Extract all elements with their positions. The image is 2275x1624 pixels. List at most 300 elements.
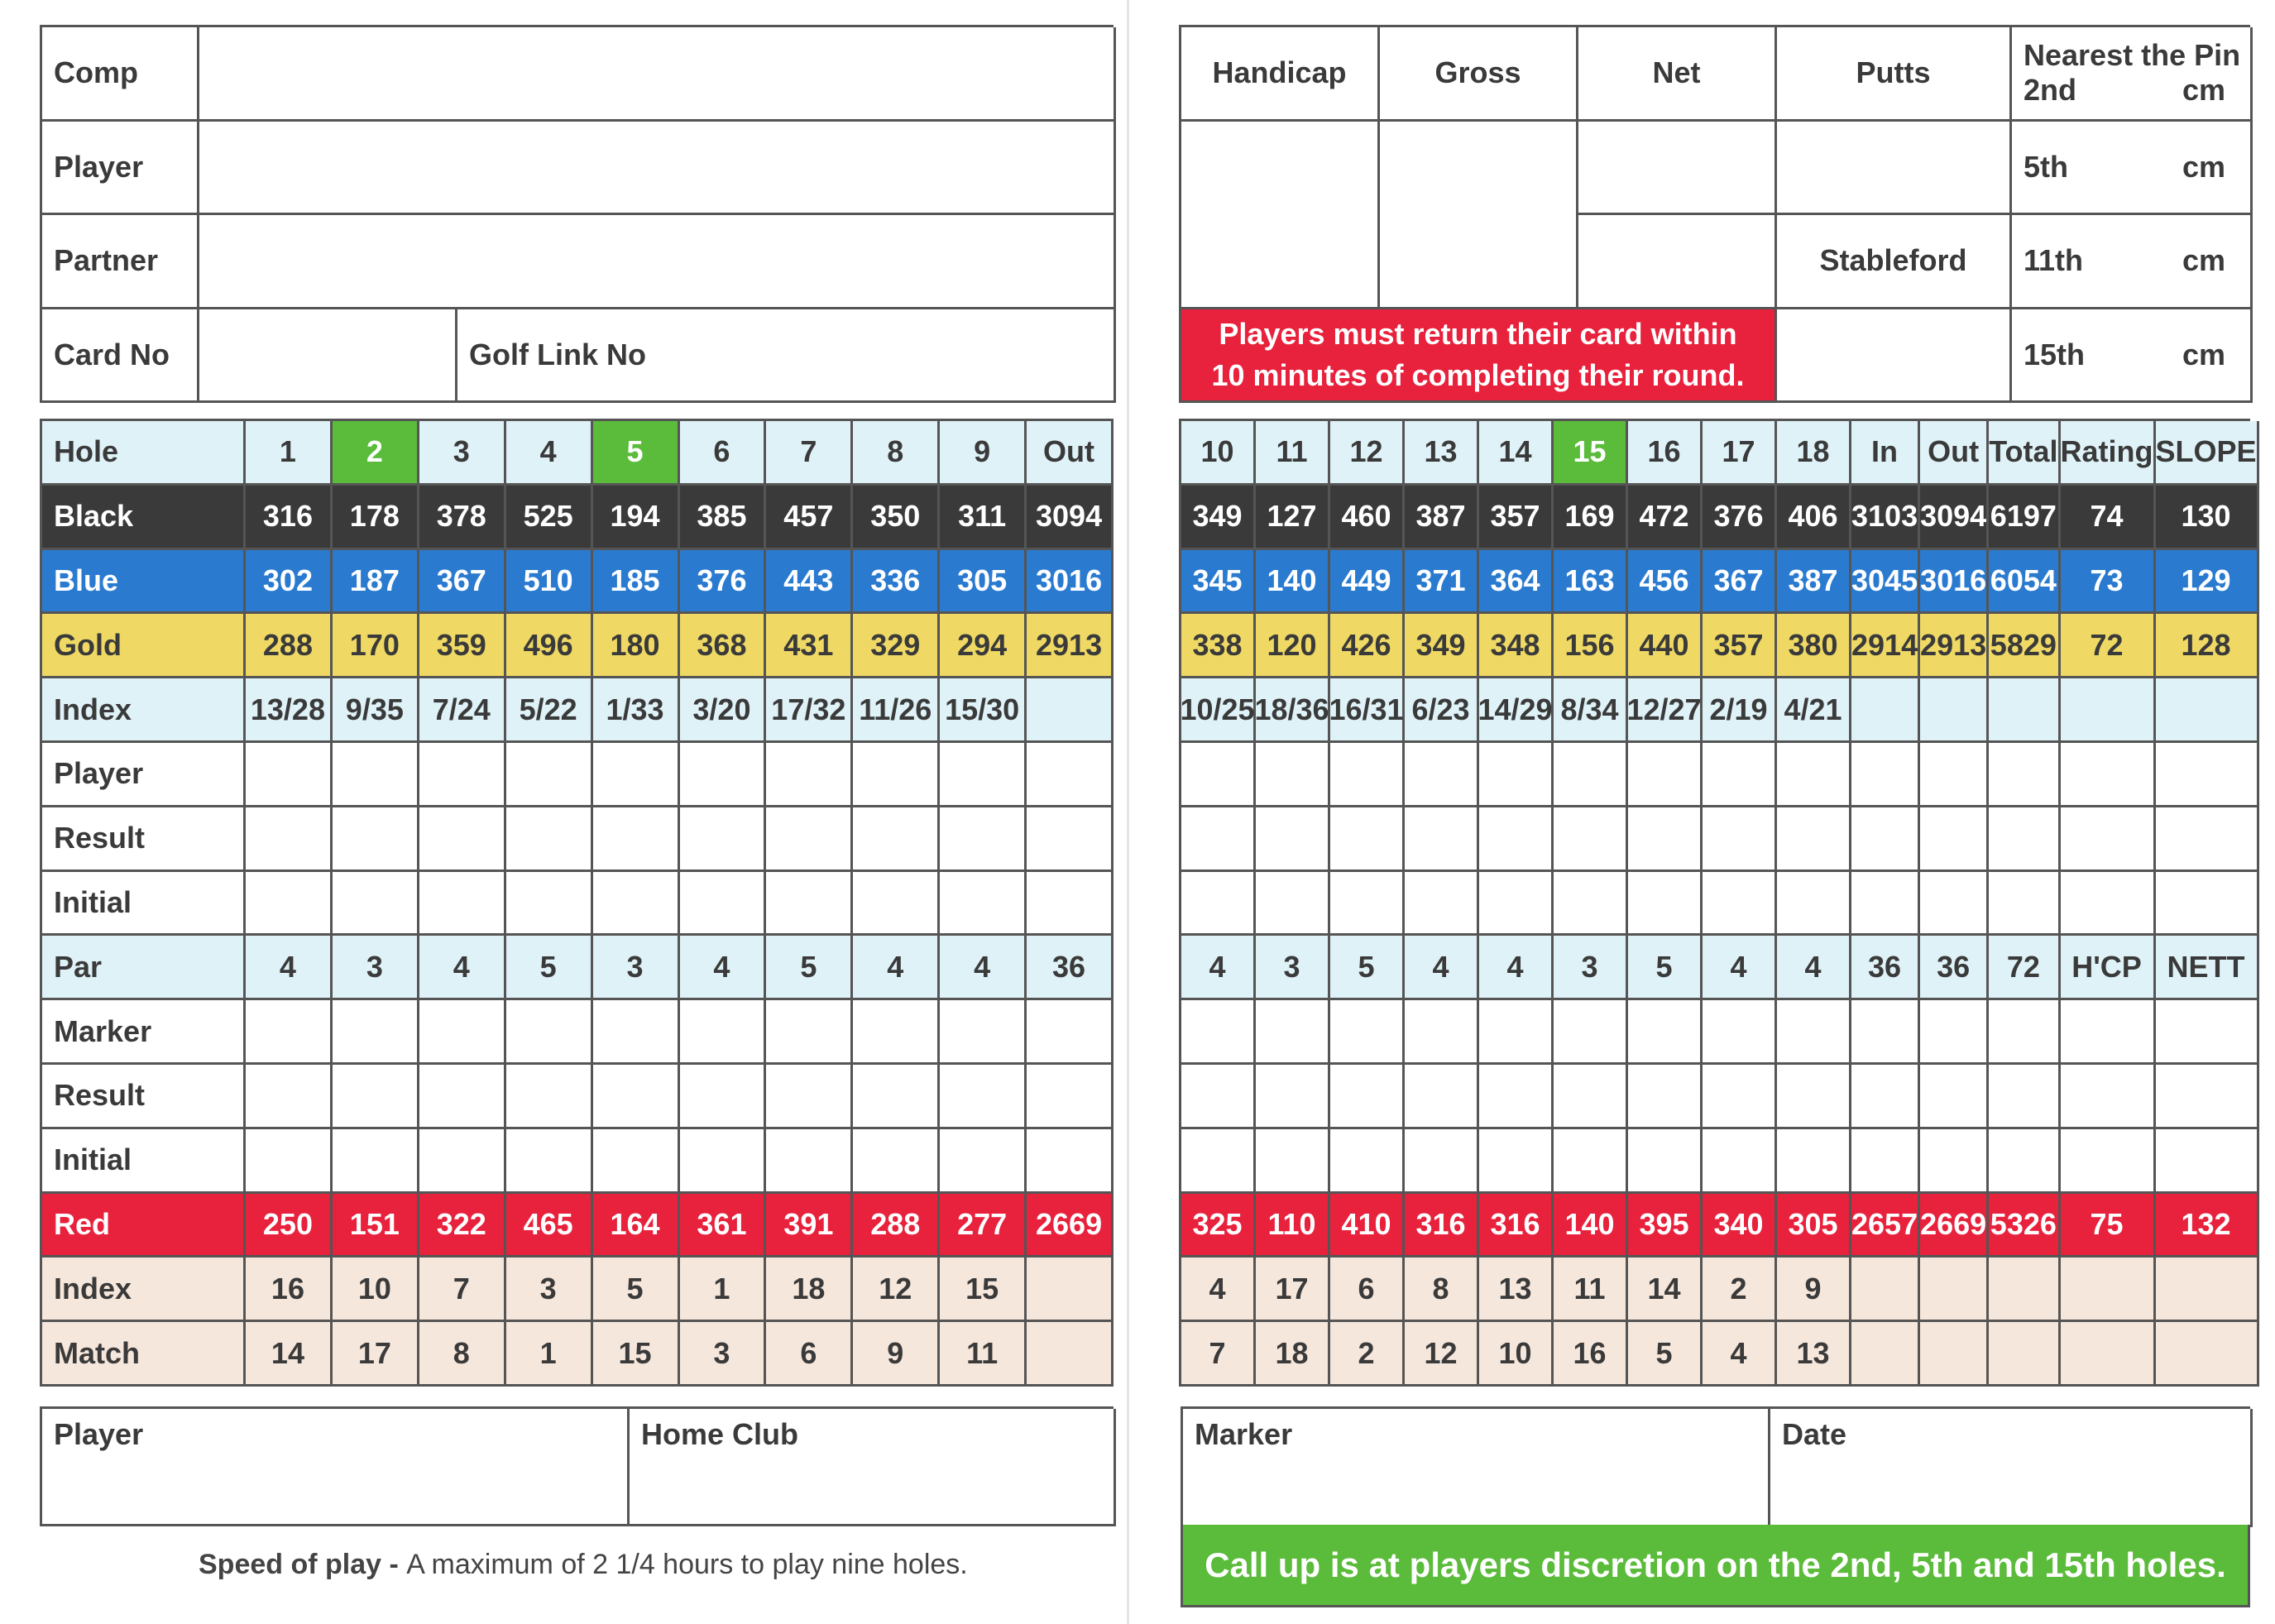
back-cell: 340 xyxy=(1703,1194,1777,1258)
back-cell[interactable] xyxy=(1851,872,1920,937)
back-cell: 325 xyxy=(1181,1194,1256,1258)
back-cell: 4/21 xyxy=(1777,678,1851,743)
back-cell: 169 xyxy=(1554,486,1628,550)
back-cell: 10 xyxy=(1479,1322,1554,1387)
back-cell: 3016 xyxy=(1920,550,1989,615)
front-cell[interactable] xyxy=(419,743,506,807)
back-cell[interactable] xyxy=(1989,1065,2060,1129)
handicap-field[interactable] xyxy=(1578,122,1777,216)
front-cell: 5 xyxy=(593,421,680,486)
front-cell: 2669 xyxy=(1027,1194,1114,1258)
front-cell[interactable] xyxy=(333,1065,419,1129)
front-cell: 3016 xyxy=(1027,550,1114,615)
row-label-hole: Hole xyxy=(42,421,246,486)
back-cell[interactable] xyxy=(2061,678,2156,743)
front-cell: 457 xyxy=(766,486,853,550)
front-cell: 18 xyxy=(766,1258,853,1322)
back-cell[interactable] xyxy=(1256,743,1330,807)
front-cell[interactable] xyxy=(506,1065,593,1129)
putts-field[interactable] xyxy=(1777,122,2012,216)
front-cell[interactable] xyxy=(419,1129,506,1194)
net-field[interactable] xyxy=(1380,122,1578,309)
back-cell[interactable] xyxy=(2156,1322,2259,1387)
back-cell: 4 xyxy=(1479,936,1554,1000)
front-cell[interactable] xyxy=(1027,1258,1114,1322)
back-cell[interactable] xyxy=(1851,807,1920,872)
back-cell[interactable] xyxy=(1989,743,2060,807)
back-cell: 357 xyxy=(1479,486,1554,550)
front-cell[interactable] xyxy=(680,1000,767,1065)
front-cell[interactable] xyxy=(940,872,1027,937)
front-cell[interactable] xyxy=(1027,1000,1114,1065)
back-cell[interactable] xyxy=(2156,743,2259,807)
back-cell[interactable] xyxy=(1405,872,1479,937)
front-cell: 6 xyxy=(680,421,767,486)
back-cell: 3 xyxy=(1256,936,1330,1000)
back-cell[interactable] xyxy=(1777,1000,1851,1065)
front-cell[interactable] xyxy=(853,1065,940,1129)
front-cell: 316 xyxy=(246,486,333,550)
back-cell[interactable] xyxy=(1256,807,1330,872)
front-cell: 5/22 xyxy=(506,678,593,743)
back-cell[interactable] xyxy=(1989,807,2060,872)
front-cell[interactable] xyxy=(766,1000,853,1065)
back-cell: 12/27 xyxy=(1628,678,1703,743)
back-cell[interactable] xyxy=(1920,1065,1989,1129)
front-cell[interactable] xyxy=(940,743,1027,807)
back-cell: 16 xyxy=(1628,421,1703,486)
back-cell: 4 xyxy=(1703,936,1777,1000)
back-cell[interactable] xyxy=(1479,1000,1554,1065)
front-cell[interactable] xyxy=(246,1065,333,1129)
back-cell: 72 xyxy=(1989,936,2060,1000)
back-cell[interactable] xyxy=(1405,1065,1479,1129)
back-cell[interactable] xyxy=(1256,1000,1330,1065)
back-cell[interactable] xyxy=(1330,1065,1405,1129)
back-cell[interactable] xyxy=(1920,743,1989,807)
back-cell: 140 xyxy=(1256,550,1330,615)
net-header: Net xyxy=(1578,27,1777,122)
front-cell: 378 xyxy=(419,486,506,550)
front-cell[interactable] xyxy=(246,1000,333,1065)
back-cell[interactable] xyxy=(1554,1065,1628,1129)
front-cell: 7 xyxy=(766,421,853,486)
back-cell: 349 xyxy=(1405,614,1479,678)
back-cell: 129 xyxy=(2156,550,2259,615)
back-cell[interactable] xyxy=(1628,1129,1703,1194)
front-cell[interactable] xyxy=(853,1000,940,1065)
front-cell[interactable] xyxy=(940,1065,1027,1129)
front-cell[interactable] xyxy=(1027,743,1114,807)
back-cell[interactable] xyxy=(1703,807,1777,872)
front-cell[interactable] xyxy=(593,743,680,807)
back-cell[interactable] xyxy=(1628,1000,1703,1065)
row-label-index: Index xyxy=(42,678,246,743)
front-cell[interactable] xyxy=(333,807,419,872)
marker-signature-box xyxy=(1181,1406,2250,1527)
back-cell[interactable] xyxy=(1777,872,1851,937)
front-cell: 187 xyxy=(333,550,419,615)
row-label-blue: Blue xyxy=(42,550,246,615)
back-cell[interactable] xyxy=(1703,1000,1777,1065)
back-cell: 371 xyxy=(1405,550,1479,615)
speed-of-play-text: A maximum of 2 1/4 hours to play nine holes. xyxy=(406,1549,968,1580)
front-cell: 465 xyxy=(506,1194,593,1258)
front-cell[interactable] xyxy=(940,1000,1027,1065)
front-cell: 170 xyxy=(333,614,419,678)
front-cell[interactable] xyxy=(593,872,680,937)
front-cell[interactable] xyxy=(419,872,506,937)
back-cell[interactable] xyxy=(1851,1258,1920,1322)
back-cell[interactable] xyxy=(1777,1129,1851,1194)
back-cell[interactable] xyxy=(1405,1000,1479,1065)
back-cell[interactable] xyxy=(1920,807,1989,872)
front-cell[interactable] xyxy=(766,872,853,937)
front-cell: 10 xyxy=(333,1258,419,1322)
front-cell[interactable] xyxy=(593,1065,680,1129)
back-cell[interactable] xyxy=(1256,872,1330,937)
front-cell: 4 xyxy=(246,936,333,1000)
back-cell[interactable] xyxy=(1989,1129,2060,1194)
row-label-red: Red xyxy=(42,1194,246,1258)
back-cell[interactable] xyxy=(1479,1065,1554,1129)
back-cell[interactable] xyxy=(1851,1129,1920,1194)
back-cell[interactable] xyxy=(2061,1322,2156,1387)
front-cell: 8 xyxy=(419,1322,506,1387)
back-cell[interactable] xyxy=(1330,807,1405,872)
player-field[interactable] xyxy=(199,122,1116,216)
front-cell: 4 xyxy=(940,936,1027,1000)
back-cell[interactable] xyxy=(1181,1129,1256,1194)
back-cell: 348 xyxy=(1479,614,1554,678)
back-cell[interactable] xyxy=(1920,1258,1989,1322)
back-cell: 440 xyxy=(1628,614,1703,678)
front-cell: 4 xyxy=(506,421,593,486)
back-cell[interactable] xyxy=(1989,1258,2060,1322)
back-cell[interactable] xyxy=(1479,1129,1554,1194)
back-cell: 349 xyxy=(1181,486,1256,550)
front-cell[interactable] xyxy=(853,807,940,872)
putts-header: Putts xyxy=(1777,27,2012,122)
back-cell[interactable] xyxy=(1330,1129,1405,1194)
back-cell[interactable] xyxy=(2061,807,2156,872)
card-no-field[interactable] xyxy=(199,309,457,404)
back-cell[interactable] xyxy=(2156,1258,2259,1322)
front-cell: 391 xyxy=(766,1194,853,1258)
back-cell[interactable] xyxy=(1181,807,1256,872)
back-cell: 127 xyxy=(1256,486,1330,550)
back-cell: 2913 xyxy=(1920,614,1989,678)
front-cell: 1/33 xyxy=(593,678,680,743)
back-cell[interactable] xyxy=(1330,872,1405,937)
front-cell: 9 xyxy=(940,421,1027,486)
back-cell: Total xyxy=(1989,421,2060,486)
front-cell: 151 xyxy=(333,1194,419,1258)
back-cell: 6/23 xyxy=(1405,678,1479,743)
back-cell: 7 xyxy=(1181,1322,1256,1387)
front-cell[interactable] xyxy=(506,872,593,937)
back-cell[interactable] xyxy=(2156,1065,2259,1129)
back-cell: 410 xyxy=(1330,1194,1405,1258)
back-cell[interactable] xyxy=(1479,807,1554,872)
front-cell[interactable] xyxy=(593,807,680,872)
back-cell: 2914 xyxy=(1851,614,1920,678)
back-cell: 5326 xyxy=(1989,1194,2060,1258)
front-cell: 294 xyxy=(940,614,1027,678)
back-cell[interactable] xyxy=(1920,1000,1989,1065)
front-cell: 3 xyxy=(419,421,506,486)
front-cell[interactable] xyxy=(680,1129,767,1194)
back-cell[interactable] xyxy=(1777,743,1851,807)
date-label: Date xyxy=(1782,1417,1847,1451)
front-cell: 12 xyxy=(853,1258,940,1322)
front-cell[interactable] xyxy=(940,1129,1027,1194)
front-cell[interactable] xyxy=(246,743,333,807)
front-cell[interactable] xyxy=(766,1065,853,1129)
front-cell: 361 xyxy=(680,1194,767,1258)
front-cell[interactable] xyxy=(1027,1322,1114,1387)
call-up-banner: Call up is at players discretion on the 2nd, 5th and 15th holes. xyxy=(1181,1525,2250,1607)
back-cell[interactable] xyxy=(1989,678,2060,743)
back-cell[interactable] xyxy=(1479,743,1554,807)
front-cell[interactable] xyxy=(506,807,593,872)
player-signature-label: Player xyxy=(54,1417,144,1451)
front-cell: 9/35 xyxy=(333,678,419,743)
front-cell: 16 xyxy=(246,1258,333,1322)
front-cell: 194 xyxy=(593,486,680,550)
back-cell: 338 xyxy=(1181,614,1256,678)
handicap-field-2[interactable] xyxy=(1578,215,1777,309)
front-cell: 14 xyxy=(246,1322,333,1387)
back-cell[interactable] xyxy=(1554,1000,1628,1065)
page-fold xyxy=(1127,0,1129,1624)
back-cell: 460 xyxy=(1330,486,1405,550)
back-cell[interactable] xyxy=(1920,872,1989,937)
front-cell[interactable] xyxy=(680,743,767,807)
back-cell[interactable] xyxy=(1851,1322,1920,1387)
front-cell: 17 xyxy=(333,1322,419,1387)
row-label-index: Index xyxy=(42,1258,246,1322)
back-cell[interactable] xyxy=(1628,872,1703,937)
front-cell[interactable] xyxy=(246,872,333,937)
front-cell: 164 xyxy=(593,1194,680,1258)
nearest-pin-11th[interactable] xyxy=(2012,215,2253,309)
back-cell[interactable] xyxy=(2156,1000,2259,1065)
front-cell[interactable] xyxy=(419,1065,506,1129)
back-cell[interactable] xyxy=(1330,743,1405,807)
stableford-label: Stableford xyxy=(1777,215,2012,309)
front-cell: 311 xyxy=(940,486,1027,550)
back-cell[interactable] xyxy=(1628,1065,1703,1129)
front-cell[interactable] xyxy=(593,1129,680,1194)
back-cell[interactable] xyxy=(1554,872,1628,937)
stableford-field[interactable] xyxy=(1777,309,2012,404)
back-cell: 36 xyxy=(1851,936,1920,1000)
front-cell[interactable] xyxy=(766,807,853,872)
back-cell: 426 xyxy=(1330,614,1405,678)
golf-link-no-field[interactable]: Golf Link No xyxy=(457,309,1116,404)
row-label-result: Result xyxy=(42,1065,246,1129)
front-cell[interactable] xyxy=(766,1129,853,1194)
front-cell[interactable] xyxy=(940,807,1027,872)
back-cell: 140 xyxy=(1554,1194,1628,1258)
front-cell: 525 xyxy=(506,486,593,550)
back-cell[interactable] xyxy=(1479,872,1554,937)
back-cell: 449 xyxy=(1330,550,1405,615)
date-field[interactable] xyxy=(1770,1409,2253,1527)
back-cell[interactable] xyxy=(1554,807,1628,872)
front-cell: 431 xyxy=(766,614,853,678)
back-cell[interactable] xyxy=(1920,1129,1989,1194)
player-signature-box xyxy=(40,1406,1114,1526)
back-cell[interactable] xyxy=(1851,1065,1920,1129)
back-cell[interactable] xyxy=(1703,1129,1777,1194)
front-cell[interactable] xyxy=(419,807,506,872)
back-cell[interactable] xyxy=(1851,743,1920,807)
back-cell[interactable] xyxy=(2156,807,2259,872)
front-cell[interactable] xyxy=(680,807,767,872)
back-cell[interactable] xyxy=(1256,1129,1330,1194)
front-cell[interactable] xyxy=(333,872,419,937)
back-cell[interactable] xyxy=(2156,872,2259,937)
back-cell[interactable] xyxy=(2156,1129,2259,1194)
back-cell[interactable] xyxy=(1851,678,1920,743)
front-cell[interactable] xyxy=(853,872,940,937)
front-cell[interactable] xyxy=(1027,872,1114,937)
back-cell: 6054 xyxy=(1989,550,2060,615)
back-cell[interactable] xyxy=(2061,1258,2156,1322)
comp-field[interactable] xyxy=(199,27,1116,122)
back-cell[interactable] xyxy=(1181,1000,1256,1065)
back-cell[interactable] xyxy=(1777,1065,1851,1129)
front-cell: 36 xyxy=(1027,936,1114,1000)
back-cell[interactable] xyxy=(1554,743,1628,807)
back-cell[interactable] xyxy=(1920,1322,1989,1387)
back-cell[interactable] xyxy=(2061,743,2156,807)
player-info-grid xyxy=(40,25,1114,403)
front-cell[interactable] xyxy=(333,1129,419,1194)
back-cell: 163 xyxy=(1554,550,1628,615)
nearest-pin-5th[interactable] xyxy=(2012,122,2253,216)
marker-signature-field[interactable] xyxy=(1183,1409,1770,1527)
front-cell[interactable] xyxy=(333,743,419,807)
front-cell[interactable] xyxy=(853,743,940,807)
front-cell: 8 xyxy=(853,421,940,486)
home-club-label: Home Club xyxy=(641,1417,799,1451)
back-cell[interactable] xyxy=(1628,743,1703,807)
nearest-pin-15th[interactable] xyxy=(2012,309,2253,404)
back-cell: 36 xyxy=(1920,936,1989,1000)
back-cell: 316 xyxy=(1479,1194,1554,1258)
front-cell[interactable] xyxy=(680,1065,767,1129)
back-cell: 4 xyxy=(1181,936,1256,1000)
partner-field[interactable] xyxy=(199,215,1116,309)
back-cell[interactable] xyxy=(1181,872,1256,937)
home-club-field[interactable] xyxy=(630,1409,1116,1526)
back-cell[interactable] xyxy=(1920,678,1989,743)
front-cell[interactable] xyxy=(1027,678,1114,743)
front-cell: 1 xyxy=(506,1322,593,1387)
front-cell[interactable] xyxy=(506,1000,593,1065)
front-cell[interactable] xyxy=(1027,807,1114,872)
front-cell[interactable] xyxy=(506,743,593,807)
back-cell[interactable] xyxy=(1989,1000,2060,1065)
front-cell[interactable] xyxy=(246,1129,333,1194)
front-cell: 329 xyxy=(853,614,940,678)
back-cell: 8/34 xyxy=(1554,678,1628,743)
back-cell[interactable] xyxy=(2061,1065,2156,1129)
back-cell[interactable] xyxy=(2061,872,2156,937)
front-cell: 7 xyxy=(419,1258,506,1322)
front-cell[interactable] xyxy=(853,1129,940,1194)
back-cell: In xyxy=(1851,421,1920,486)
back-cell: H'CP xyxy=(2061,936,2156,1000)
front-cell[interactable] xyxy=(1027,1129,1114,1194)
front-cell: 305 xyxy=(940,550,1027,615)
back-cell: 8 xyxy=(1405,1258,1479,1322)
front-cell[interactable] xyxy=(593,1000,680,1065)
front-cell: 11 xyxy=(940,1322,1027,1387)
front-cell[interactable] xyxy=(1027,1065,1114,1129)
front-cell[interactable] xyxy=(419,1000,506,1065)
front-cell: 2 xyxy=(333,421,419,486)
front-cell: 322 xyxy=(419,1194,506,1258)
back-cell[interactable] xyxy=(1703,743,1777,807)
back-cell[interactable] xyxy=(1989,872,2060,937)
front-cell: 288 xyxy=(853,1194,940,1258)
nearest-pin-2nd[interactable] xyxy=(2012,27,2253,122)
front-cell: 3 xyxy=(506,1258,593,1322)
back-cell[interactable] xyxy=(1405,807,1479,872)
back-cell: 395 xyxy=(1628,1194,1703,1258)
front-cell[interactable] xyxy=(680,872,767,937)
back-cell[interactable] xyxy=(1181,743,1256,807)
back-cell[interactable] xyxy=(1405,1129,1479,1194)
back-cell[interactable] xyxy=(1628,807,1703,872)
front-cell[interactable] xyxy=(246,807,333,872)
front-cell: 1 xyxy=(680,1258,767,1322)
back-cell[interactable] xyxy=(1330,1000,1405,1065)
front-cell[interactable] xyxy=(766,743,853,807)
back-cell[interactable] xyxy=(1851,1000,1920,1065)
gross-field[interactable] xyxy=(1181,122,1380,309)
front-cell: 443 xyxy=(766,550,853,615)
back-cell: 3 xyxy=(1554,936,1628,1000)
back-cell[interactable] xyxy=(2061,1129,2156,1194)
back-cell: 156 xyxy=(1554,614,1628,678)
front-cell: 3094 xyxy=(1027,486,1114,550)
back-cell: 376 xyxy=(1703,486,1777,550)
front-cell[interactable] xyxy=(333,1000,419,1065)
back-cell[interactable] xyxy=(2061,1000,2156,1065)
back-cell[interactable] xyxy=(2156,678,2259,743)
back-cell[interactable] xyxy=(1181,1065,1256,1129)
back-cell[interactable] xyxy=(1703,872,1777,937)
player-signature-field[interactable] xyxy=(42,1409,630,1526)
back-cell: 4 xyxy=(1703,1322,1777,1387)
gross-header: Gross xyxy=(1380,27,1578,122)
back-cell[interactable] xyxy=(1554,1129,1628,1194)
front-cell[interactable] xyxy=(506,1129,593,1194)
front-cell: 277 xyxy=(940,1194,1027,1258)
back-cell[interactable] xyxy=(1777,807,1851,872)
back-cell[interactable] xyxy=(1703,1065,1777,1129)
front-cell: 4 xyxy=(680,936,767,1000)
back-cell[interactable] xyxy=(1989,1322,2060,1387)
back-cell[interactable] xyxy=(1405,743,1479,807)
front-cell: 336 xyxy=(853,550,940,615)
back-cell[interactable] xyxy=(1256,1065,1330,1129)
